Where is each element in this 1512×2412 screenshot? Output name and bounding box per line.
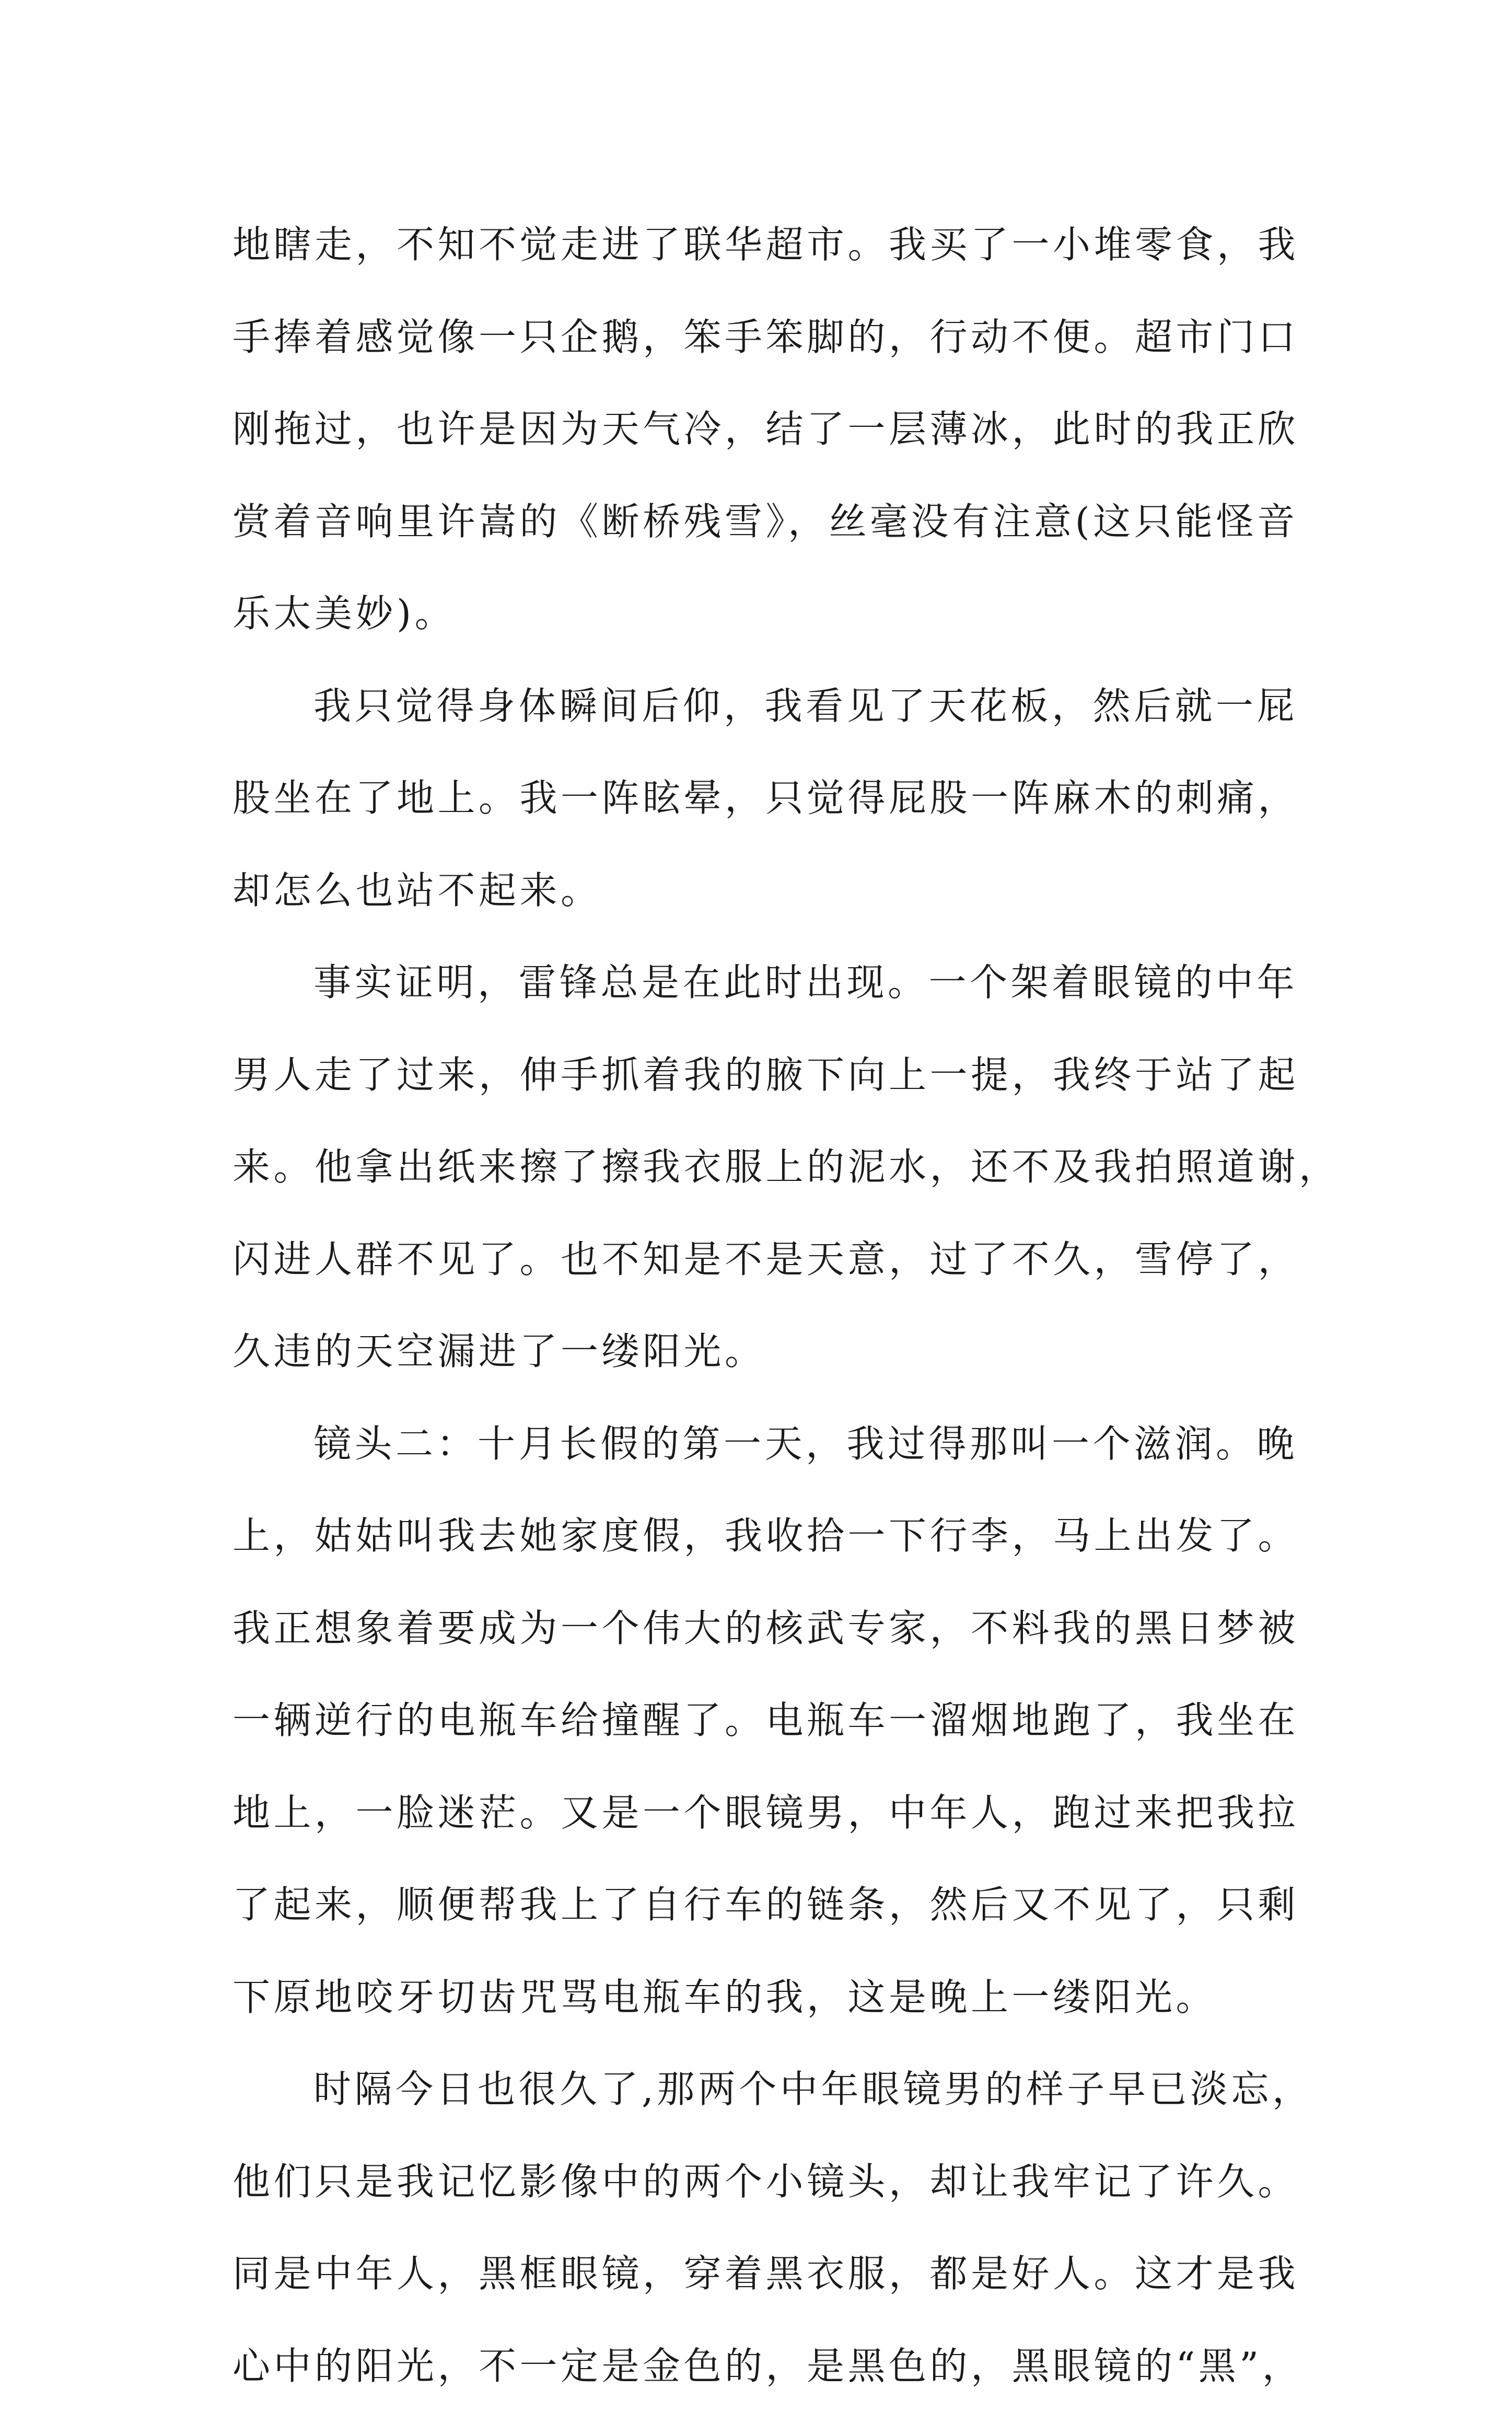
text-line: 久违的天空漏进了一缕阳光。: [232, 1305, 1283, 1398]
text-line: 却怎么也站不起来。: [232, 844, 1283, 937]
text-line: 地瞎走，不知不觉走进了联华超市。我买了一小堆零食，我: [232, 199, 1283, 291]
text-line: 闪进人群不见了。也不知是不是天意，过了不久，雪停了，: [232, 1213, 1283, 1306]
text-line: 男人走了过来，伸手抓着我的腋下向上一提，我终于站了起: [232, 1029, 1283, 1121]
text-line: 下原地咬牙切齿咒骂电瓶车的我，这是晚上一缕阳光。: [232, 1951, 1283, 2044]
paragraph-first-line: 事实证明，雷锋总是在此时出现。一个架着眼镜的中年: [232, 936, 1283, 1029]
paragraph-first-line: 镜头二：十月长假的第一天，我过得那叫一个滋润。晚: [232, 1398, 1283, 1490]
text-line: 同是中年人，黑框眼镜，穿着黑衣服，都是好人。这才是我: [232, 2228, 1283, 2320]
text-line: 刚拖过，也许是因为天气冷，结了一层薄冰，此时的我正欣: [232, 383, 1283, 476]
text-line: 心中的阳光，不一定是金色的，是黑色的，黑眼镜的“黑”，: [232, 2320, 1283, 2412]
text-line: 手捧着感觉像一只企鹅，笨手笨脚的，行动不便。超市门口: [232, 291, 1283, 384]
text-line: 股坐在了地上。我一阵眩晕，只觉得屁股一阵麻木的刺痛，: [232, 752, 1283, 844]
text-line: 地上，一脸迷茫。又是一个眼镜男，中年人，跑过来把我拉: [232, 1767, 1283, 1859]
text-line: 来。他拿出纸来擦了擦我衣服上的泥水，还不及我拍照道谢，: [232, 1121, 1283, 1213]
text-line: 我正想象着要成为一个伟大的核武专家，不料我的黑日梦被: [232, 1582, 1283, 1675]
text-line: 一辆逆行的电瓶车给撞醒了。电瓶车一溜烟地跑了，我坐在: [232, 1674, 1283, 1767]
text-line: 上，姑姑叫我去她家度假，我收拾一下行李，马上出发了。: [232, 1490, 1283, 1582]
text-line: 了起来，顺便帮我上了自行车的链条，然后又不见了，只剩: [232, 1859, 1283, 1951]
paragraph-first-line: 我只觉得身体瞬间后仰，我看见了天花板，然后就一屁: [232, 660, 1283, 752]
text-line: 乐太美妙)。: [232, 567, 1283, 660]
text-line: 他们只是我记忆影像中的两个小镜头，却让我牢记了许久。: [232, 2136, 1283, 2228]
body-text: [232, 199, 1283, 2412]
text-line: 赏着音响里许嵩的《断桥残雪》，丝毫没有注意(这只能怪音: [232, 476, 1283, 568]
paragraph-first-line: 时隔今日也很久了,那两个中年眼镜男的样子早已淡忘，: [232, 2043, 1283, 2136]
